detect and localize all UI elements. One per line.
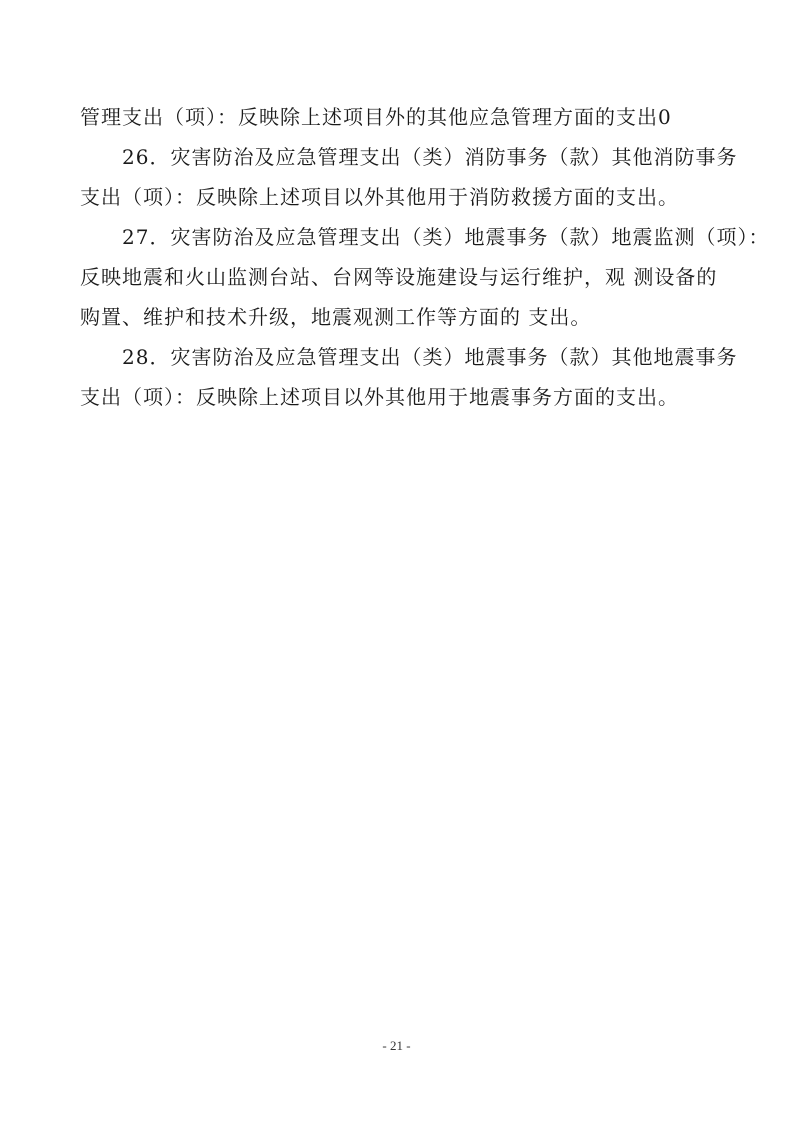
text-line: 26．灾害防治及应急管理支出（类）消防事务（款）其他消防事务 xyxy=(122,145,738,169)
text-line: 27．灾害防治及应急管理支出（类）地震事务（款）地震监测（项）： xyxy=(122,225,770,249)
text-line: 管理支出（项）：反映除上述项目外的其他应急管理方面的支出0 xyxy=(80,105,672,129)
page-number: - 21 - xyxy=(382,1038,411,1053)
paragraph-28 xyxy=(80,337,738,417)
text-line: 支出（项）：反映除上述项目以外其他用于地震事务方面的支出。 xyxy=(80,385,679,409)
paragraph-26 xyxy=(80,137,738,217)
body-text xyxy=(80,97,770,417)
text-line: 反映地震和火山监测台站、台网等设施建设与运行维护，观 测设备的 xyxy=(80,265,718,289)
paragraph-27 xyxy=(80,217,770,337)
paragraph-continuation xyxy=(80,97,720,137)
text-line: 支出（项）：反映除上述项目以外其他用于消防救援方面的支出。 xyxy=(80,185,679,209)
text-line: 28．灾害防治及应急管理支出（类）地震事务（款）其他地震事务 xyxy=(122,345,738,369)
text-line: 购置、维护和技术升级，地震观测工作等方面的 支出。 xyxy=(80,305,592,329)
